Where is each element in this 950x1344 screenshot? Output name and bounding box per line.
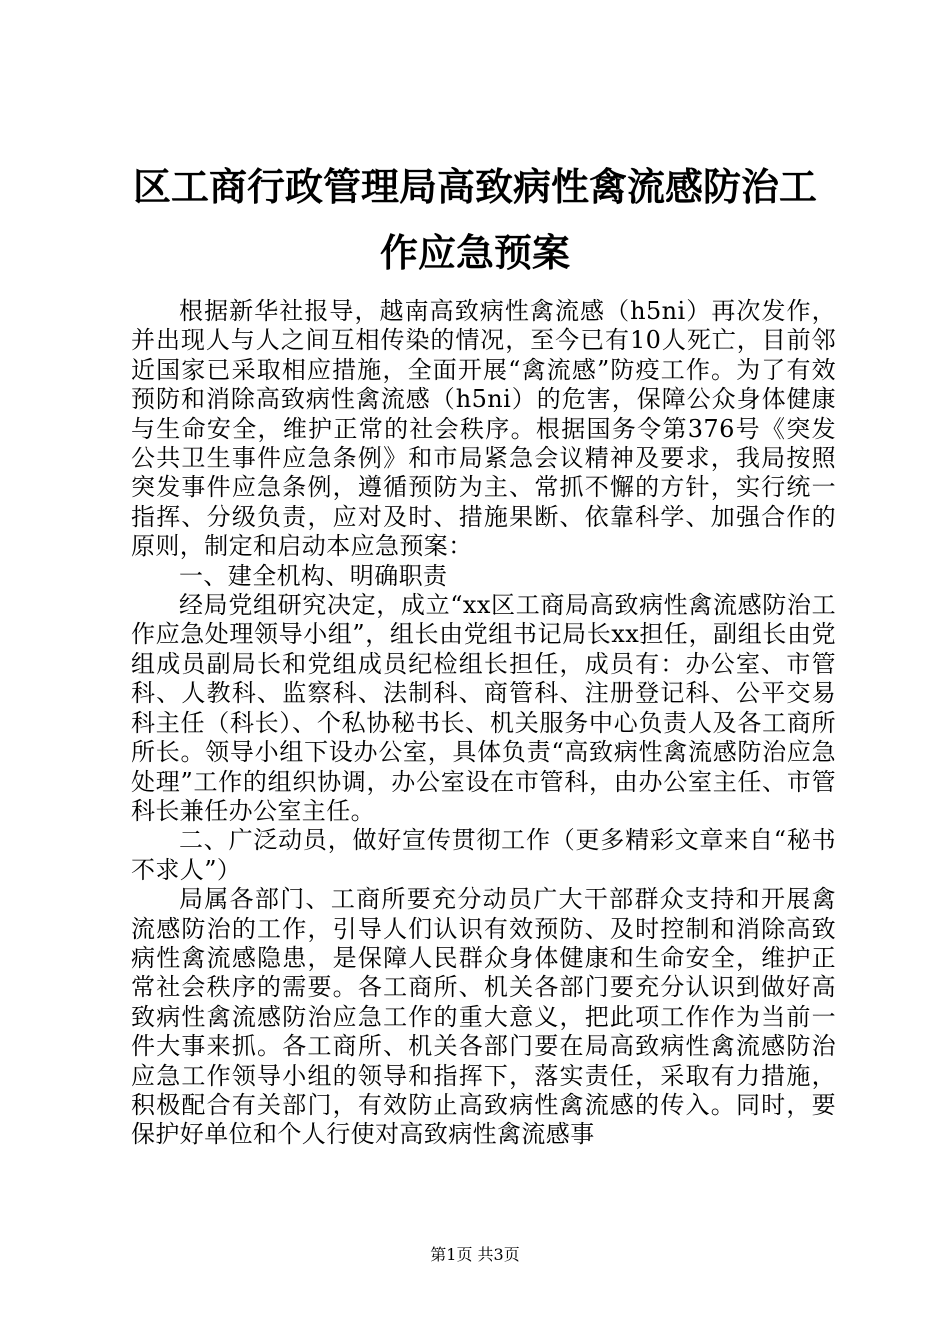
page-footer: 第1页 共3页 <box>430 1245 520 1264</box>
section-heading-1: 一、建全机构、明确职责 <box>179 561 448 590</box>
paragraph-section-1: 经局党组研究决定，成立“xx区工商局高致病性禽流感防治工作应急处理领导小组”，组长由党组书记局长xx担任，副组长由党组成员副局长和党组成员纪检组长担任，成员有：办公室、市管科、人教科、监察科、法制科、商管科、注册登记科、公平交易科主任（科长）、个私协秘书长、机关服务中心负责人及各工商所所长。领导小组下设办公室，具体负责“高致病性禽流感防治应急处理”工作的组织协调，办公室设在市管科，由办公室主任、市管科长兼任办公室主任。 <box>131 591 836 825</box>
section-heading-2: 二、广泛动员，做好宣传贯彻工作（更多精彩文章来自“秘书不求人”） <box>131 826 836 884</box>
document-body <box>131 297 836 1150</box>
paragraph-section-2: 局属各部门、工商所要充分动员广大干部群众支持和开展禽流感防治的工作，引导人们认识有效预防、及时控制和消除高致病性禽流感隐患，是保障人民群众身体健康和生命安全，维护正常社会秩序的需要。各工商所、机关各部门要充分认识到做好高致病性禽流感防治应急工作的重大意义，把此项工作作为当前一件大事来抓。各工商所、机关各部门要在局高致病性禽流感防治应急工作领导小组的领导和指挥下，落实责任，采取有力措施，积极配合有关部门，有效防止高致病性禽流感的传入。同时，要保护好单位和个人行使对高致病性禽流感事 <box>131 885 836 1149</box>
paragraph-intro: 根据新华社报导，越南高致病性禽流感（h5ni）再次发作，并出现人与人之间互相传染的情况，至今已有10人死亡，目前邻近国家已采取相应措施，全面开展“禽流感”防疫工作。为了有效预防和消除高致病性禽流感（h5ni）的危害，保障公众身体健康与生命安全，维护正常的社会秩序。根据国务令第376号《突发公共卫生事件应急条例》和市局紧急会议精神及要求，我局按照突发事件应急条例，遵循预防为主、常抓不懈的方针，实行统一指挥、分级负责，应对及时、措施果断、依靠科学、加强合作的原则，制定和启动本应急预案： <box>131 297 836 561</box>
document-title: 区工商行政管理局高致病性禽流感防治工作应急预案 <box>132 164 817 275</box>
